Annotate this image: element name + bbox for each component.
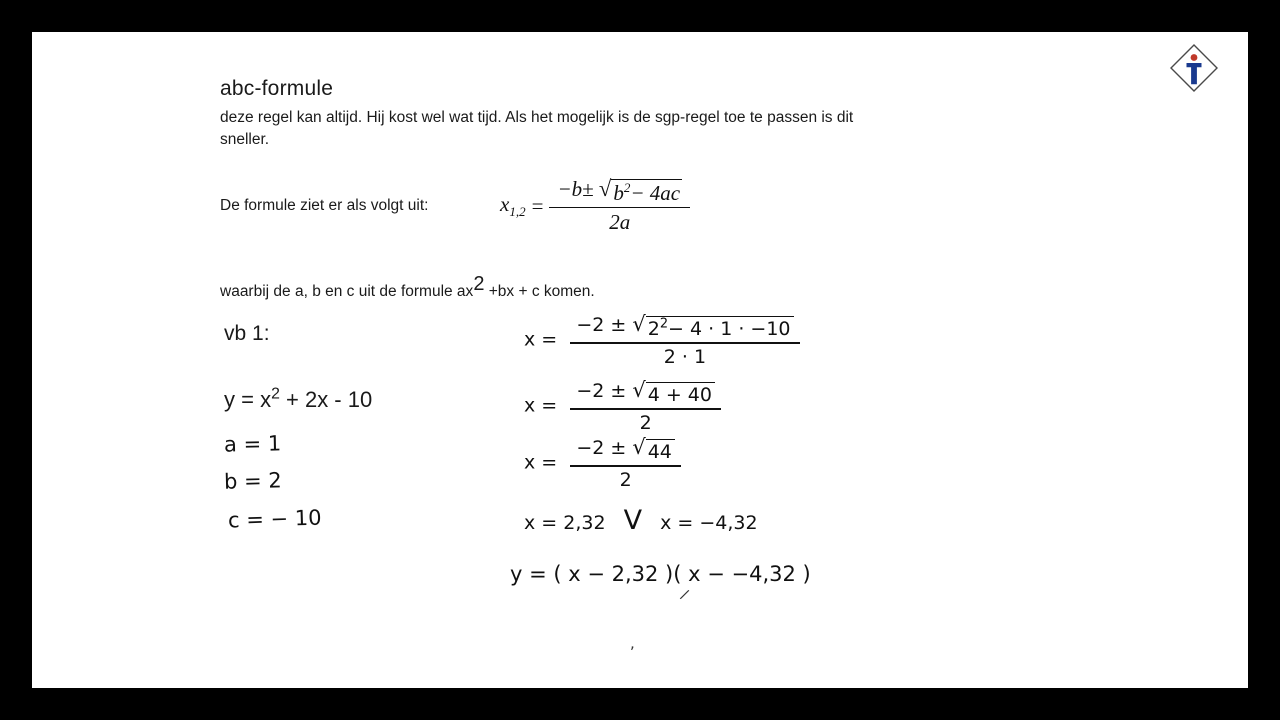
formula-row [220, 177, 1200, 235]
step1-denominator: 2 · 1 [663, 345, 707, 368]
step1-numerator: −2 ± √ $2^2- 4 \cdot 1 \cdot -10$ [570, 314, 799, 342]
step3-radicand: 44 [646, 439, 675, 463]
fraction-bar [570, 465, 681, 467]
step3-fraction [570, 437, 681, 491]
waarbij-exponent: 2 [473, 272, 485, 295]
formula-sqrt [599, 178, 682, 206]
step2-numerator: −2 ± √ 4 + 40 [570, 380, 721, 408]
intro-paragraph [220, 107, 880, 151]
solution-step-5: y = ( x − 2,32 )( x − −4,32 ) [510, 562, 811, 586]
step2-fraction [570, 380, 721, 434]
stray-mark-1: , [630, 634, 635, 652]
step1-fraction [570, 314, 799, 368]
formula-lhs: $x_{1,2}$ [500, 191, 526, 220]
step3-sqrt [632, 435, 675, 463]
waarbij-after: +bx + c komen. [484, 283, 595, 300]
formula-equals: = [531, 193, 544, 218]
solution-step-3 [524, 437, 681, 491]
coefficient-a: a = 1 [223, 431, 282, 457]
formula-numerator: −b± √ $b^2- 4ac$ [557, 176, 681, 205]
step2-sqrt [632, 378, 715, 406]
coefficient-b: b = 2 [223, 468, 282, 494]
stray-mark-2: / [678, 586, 691, 604]
waarbij-line [220, 272, 1200, 301]
intro-line-1: deze regel kan altijd. Hij kost wel wat tijd. Als het mogelijk is de sgp-regel toe te [220, 109, 763, 126]
formula-label: De formule ziet er als volgt uit: [220, 197, 429, 214]
function-definition [224, 387, 372, 413]
fraction-bar [570, 342, 799, 344]
step3-label: x = [524, 451, 558, 474]
step1-label: x = [524, 328, 558, 351]
solution-step-2 [524, 380, 721, 434]
waarbij-before: waarbij de a, b en c uit de formule ax [220, 283, 474, 300]
step2-denominator: 2 [639, 411, 652, 434]
radical-icon: √ [632, 378, 646, 402]
slide-canvas [32, 32, 1248, 688]
formula-fraction [549, 177, 690, 235]
step2-label: x = [524, 394, 558, 417]
function-after: + 2x - 10 [279, 387, 373, 412]
abc-formula [500, 177, 690, 235]
step4-root-left: x = 2,32 [524, 512, 606, 534]
fraction-bar [570, 408, 721, 410]
slide-text-block [220, 77, 1200, 301]
intro-line-2: passen is dit sneller. [220, 109, 854, 148]
radical-icon: √ [598, 176, 612, 201]
step1-sqrt [632, 312, 793, 340]
step4-or-symbol: V [623, 505, 643, 536]
example-label: vb 1: [224, 322, 270, 345]
solution-step-4 [524, 505, 758, 536]
page-title: abc-formule [220, 77, 334, 100]
function-before: y = x [224, 387, 272, 412]
step2-radicand: 4 + 40 [646, 382, 715, 406]
formula-radicand: $b^2- 4ac$ [613, 180, 681, 205]
radical-icon: √ [632, 312, 646, 336]
radical-icon: √ [632, 435, 646, 459]
step4-root-right: x = −4,32 [660, 512, 758, 534]
formula-denominator: 2a [609, 210, 631, 234]
step3-numerator: −2 ± √ 44 [570, 437, 681, 465]
step1-radicand: $2^2- 4 \cdot 1 \cdot -10$ [646, 316, 794, 340]
step3-denominator: 2 [619, 468, 632, 491]
coefficient-c: c = − 10 [227, 505, 322, 533]
function-exponent: 2 [271, 385, 280, 403]
solution-step-1 [524, 314, 800, 368]
